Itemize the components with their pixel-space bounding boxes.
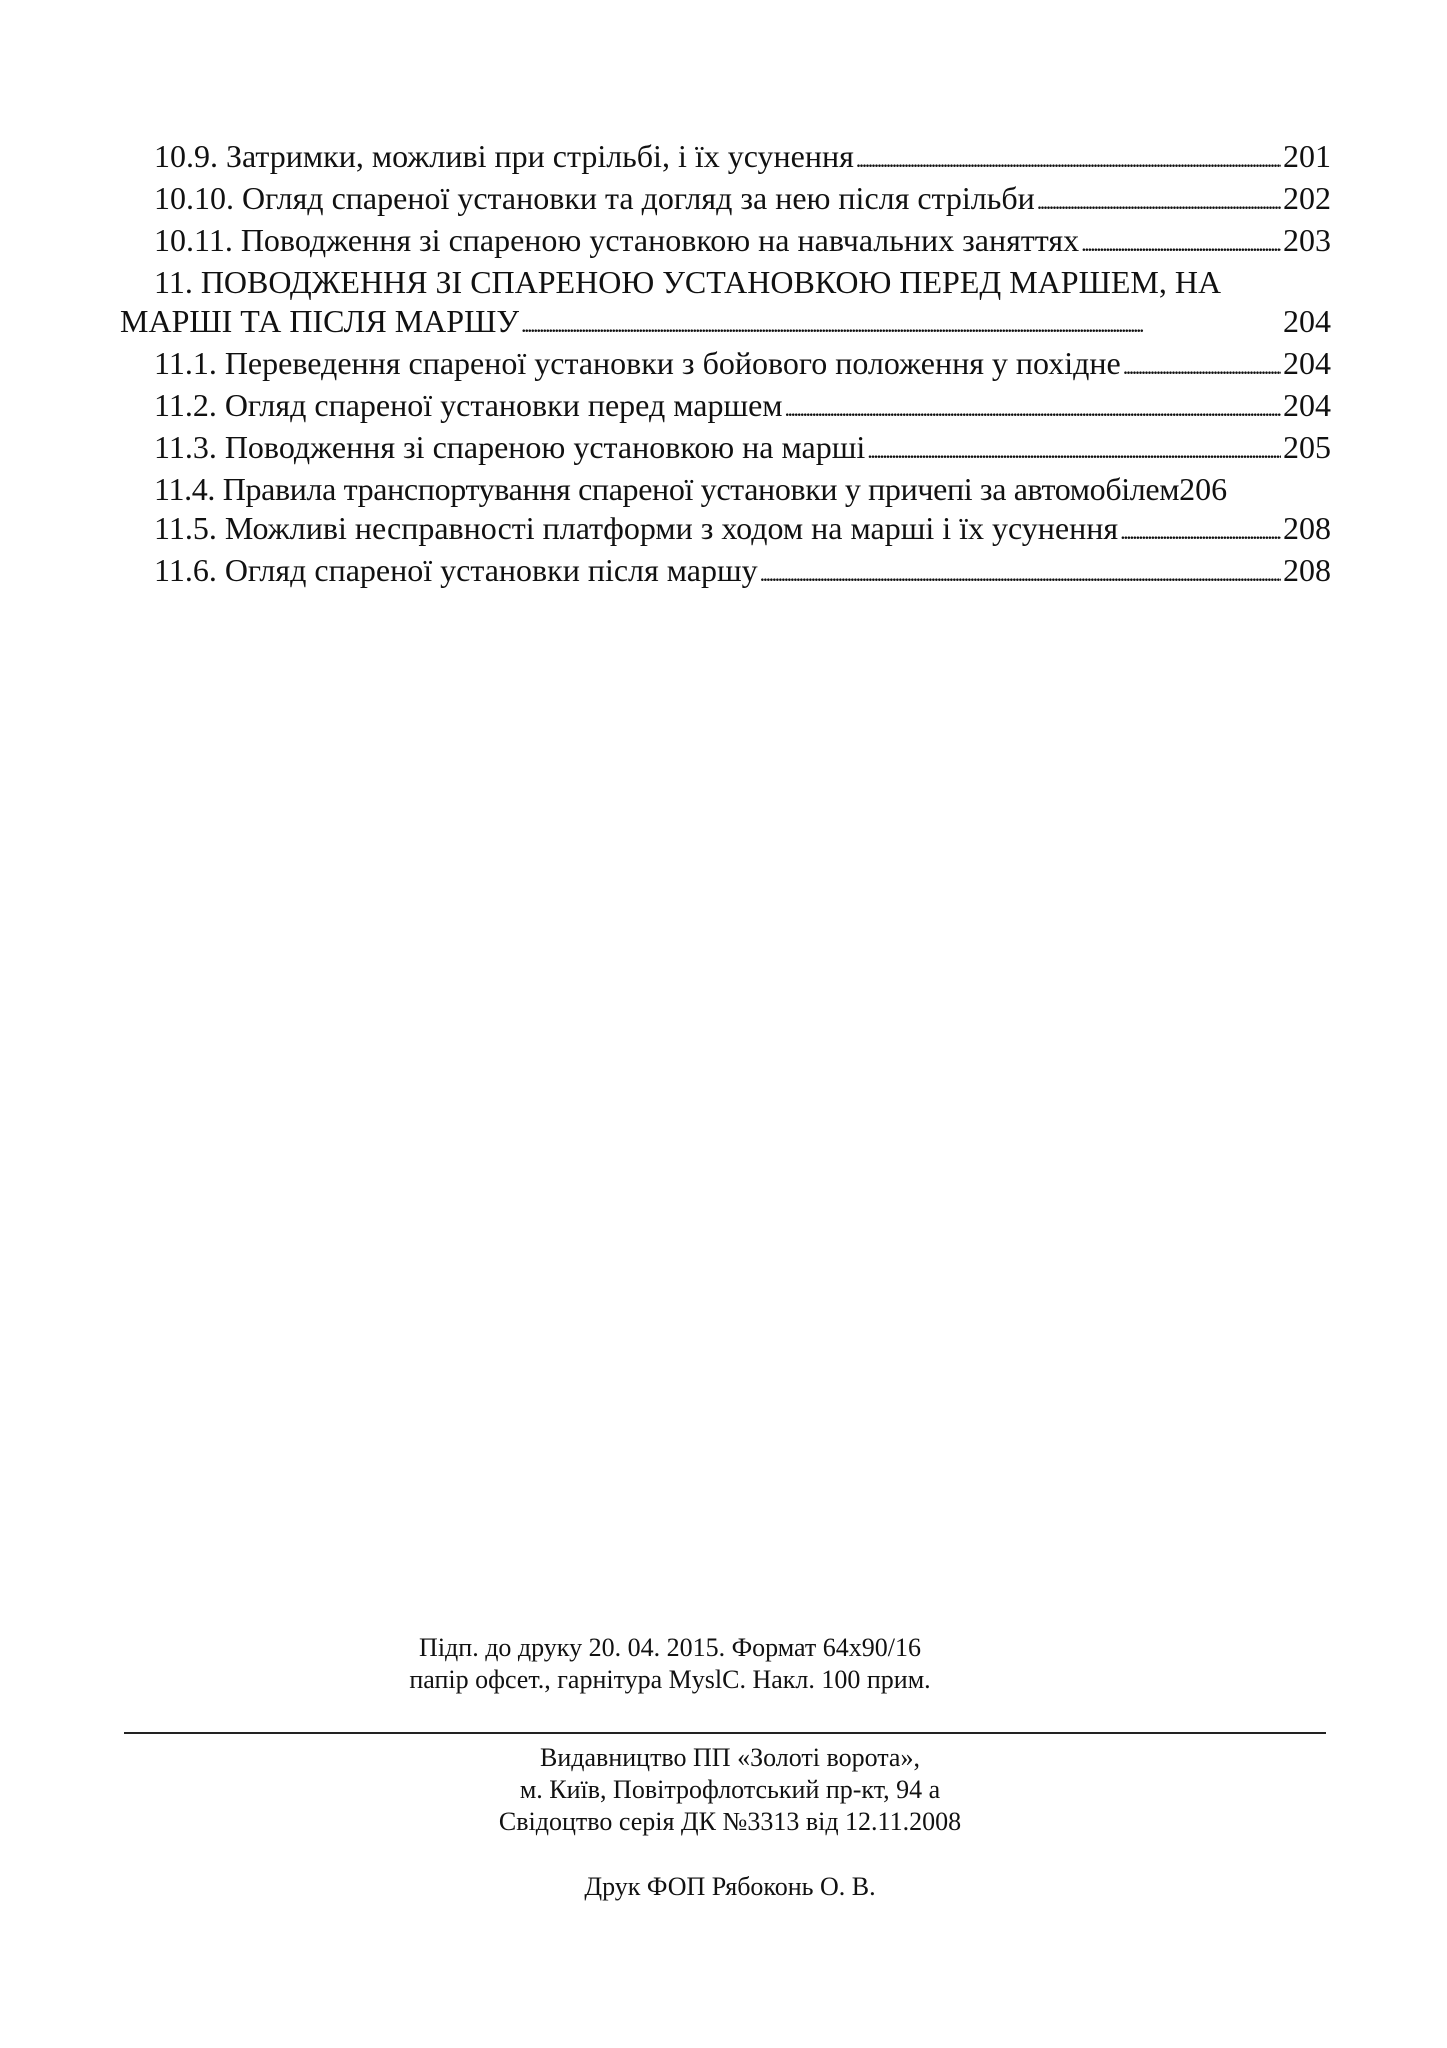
toc-entry-title: 11.4. Правила транспортування спареної установки у причепі за автомобілем [154, 471, 1180, 507]
toc-entry-title: 11.3. Поводження зі спареною установкою на марші [154, 429, 866, 465]
publisher-name: Видавництво ПП «Золоті ворота», [540, 1743, 920, 1772]
toc-entry-11-1[interactable] [120, 344, 1331, 386]
toc-entry-page: 208 [1283, 510, 1331, 546]
publisher-address: м. Київ, Повітрофлотський пр-кт, 94 а [519, 1775, 941, 1804]
toc-entry-11-4[interactable] [120, 470, 1331, 509]
toc-entry-title: 11.6. Огляд спареної установки після маршу [154, 552, 758, 588]
toc-leader-dots [1037, 179, 1281, 221]
printer-name: Друк ФОП Рябоконь О. В. [584, 1872, 876, 1901]
toc-entry-title: 10.11. Поводження зі спареною установкою на навчальних заняттях [154, 222, 1080, 258]
toc-entry-page: 206 [1179, 471, 1228, 507]
toc-entry-10-10[interactable] [120, 179, 1331, 221]
print-details-line: папір офсет., гарнітура MyslC. Накл. 100 прим. [409, 1665, 931, 1694]
toc-leader-dots [521, 302, 1281, 344]
toc-entry-page: 204 [1283, 303, 1331, 339]
publisher-certificate: Свідоцтво серія ДК №3313 від 12.11.2008 [498, 1807, 962, 1836]
toc-entry-title: 11. ПОВОДЖЕННЯ ЗІ СПАРЕНОЮ УСТАНОВКОЮ ПЕРЕД МАРШЕМ, НА [154, 264, 1222, 300]
toc-entry-page: 204 [1283, 387, 1331, 423]
toc-entry-title: 11.1. Переведення спареної установки з бойового положення у похідне [154, 345, 1121, 381]
toc-entry-11-line2 [120, 302, 1331, 344]
toc-entry-title: 11.5. Можливі несправності платформи з ходом на марші і їх усунення [154, 510, 1119, 546]
toc-entry-title: 10.10. Огляд спареної установки та догляд за нею після стрільби [154, 180, 1035, 216]
toc-entry-page: 208 [1283, 552, 1331, 588]
toc-entry-page: 203 [1283, 222, 1331, 258]
toc-entry-page: 205 [1283, 429, 1331, 465]
toc-entry-11[interactable] [120, 263, 1331, 344]
publisher-info [280, 1742, 1180, 1838]
toc-leader-dots [856, 137, 1281, 179]
toc-leader-dots [785, 386, 1281, 428]
imprint-divider [124, 1732, 1326, 1734]
toc-entry-11-6[interactable] [120, 551, 1331, 593]
toc-leader-dots [1081, 221, 1281, 263]
toc-entry-11-3[interactable] [120, 428, 1331, 470]
toc-entry-title: 11.2. Огляд спареної установки перед маршем [154, 387, 783, 423]
toc-entry-11-2[interactable] [120, 386, 1331, 428]
toc-entry-title-continued: МАРШІ ТА ПІСЛЯ МАРШУ [120, 303, 520, 339]
print-details-line: Підп. до друку 20. 04. 2015. Формат 64х90/16 [419, 1633, 921, 1662]
toc-entry-page: 202 [1283, 180, 1331, 216]
toc-entry-title: 10.9. Затримки, можливі при стрільбі, і їх усунення [154, 138, 854, 174]
toc-leader-dots [867, 428, 1281, 470]
toc-entry-10-9[interactable] [120, 137, 1331, 179]
toc-entry-page: 201 [1283, 138, 1331, 174]
toc-entry-10-11[interactable] [120, 221, 1331, 263]
table-of-contents [120, 137, 1331, 593]
toc-leader-dots [760, 551, 1281, 593]
printer-info [280, 1871, 1180, 1903]
toc-leader-dots [1120, 509, 1281, 551]
toc-entry-page: 204 [1283, 345, 1331, 381]
toc-entry-11-5[interactable] [120, 509, 1331, 551]
print-details [280, 1632, 1060, 1696]
toc-entry-11-line1 [120, 263, 1331, 302]
toc-leader-dots [1123, 344, 1281, 386]
